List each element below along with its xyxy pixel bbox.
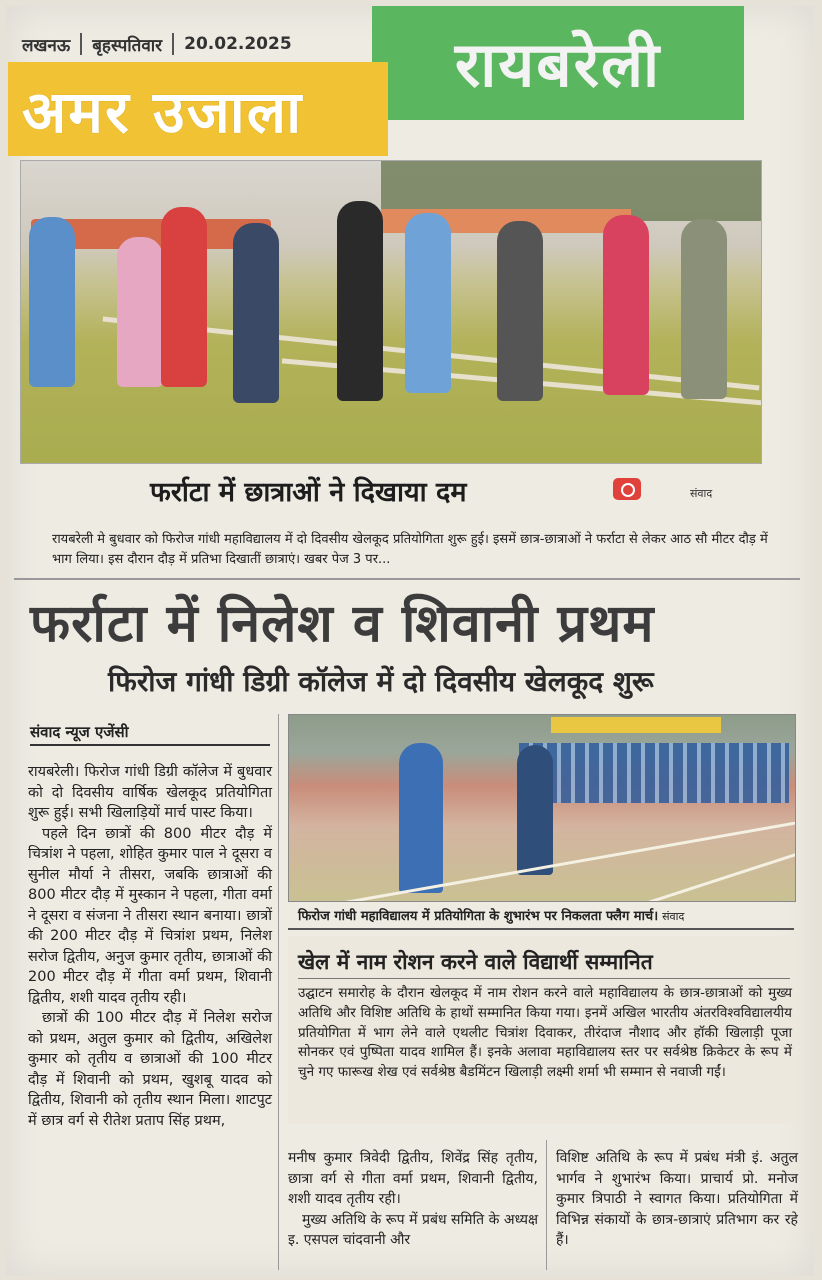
masthead-dateline xyxy=(22,28,292,60)
photo-marcher xyxy=(517,745,553,875)
byline-rule xyxy=(30,744,270,746)
main-headline: फर्राटा में निलेश व शिवानी प्रथम xyxy=(30,594,655,654)
photo-runner xyxy=(681,219,727,399)
photo-runner xyxy=(337,201,383,401)
article-column-2 xyxy=(288,1148,538,1251)
newspaper-logo: अमर उजाला xyxy=(8,62,388,156)
flag-march-credit: संवाद xyxy=(662,910,685,923)
photo-runner xyxy=(405,213,451,393)
article-paragraph: मुख्य अतिथि के रूप में प्रबंध समिति के अध्यक्ष इ. एसपल चांदवानी और xyxy=(288,1211,538,1248)
lead-photo-race xyxy=(20,160,762,464)
article-paragraph: पहले दिन छात्रों की 800 मीटर दौड़ में चित्रांश ने पहला, शोहित कुमार पाल ने दूसरा व सुनील मौर्या ने तीसरा, जबकि छात्राओं की 800 मीटर दौड़ में मुस्कान ने पहला, गीता वर्मा ने दूसरा व संजना ने तीसरा स्थान बनाया। छात्रों की 200 मीटर दौड़ में चित्रांश प्रथम, निलेश सरोज द्वितीय, अनुज कुमार तृतीय, छात्राओं की 200 मीटर दौड़ में गीता वर्मा प्रथम, शिवानी द्वितीय, शशी यादव तृतीय रही। xyxy=(28,825,272,1006)
flag-march-caption-text: फिरोज गांधी महाविद्यालय में प्रतियोगिता के शुभारंभ पर निकलता फ्लैग मार्च। xyxy=(298,909,659,924)
camera-icon xyxy=(613,478,641,500)
flag-march-photo xyxy=(288,714,796,902)
article-paragraph: विशिष्ट अतिथि के रूप में प्रबंध मंत्री इं. अतुल भार्गव ने शुभारंभ किया। प्राचार्य प्रो. मनोज कुमार त्रिपाठी ने स्वागत किया। प्रतियोगिता में विभिन्न संकायों के छात्र-छात्राएं प्रतिभाग कर रहे हैं। xyxy=(556,1150,798,1248)
photo-runner xyxy=(603,215,649,395)
article-column-1 xyxy=(28,762,272,1131)
main-subheadline: फिरोज गांधी डिग्री कॉलेज में दो दिवसीय खेलकूद शुरू xyxy=(108,665,654,698)
column-rule xyxy=(278,714,279,1270)
dateline-separator xyxy=(80,33,82,55)
flag-march-caption xyxy=(298,906,684,924)
dateline-day: बृहस्पतिवार xyxy=(92,35,163,56)
caption-rule xyxy=(288,928,794,930)
boxed-story-body: उद्घाटन समारोह के दौरान खेलकूद में नाम रोशन करने वाले महाविद्यालय के छात्र-छात्राओं को मुख्य अतिथि और विशिष्ट अतिथि के हाथों सम्मानित किया गया। इनमें अखिल भारतीय अंतरविश्वविद्यालयीय प्रतियोगिता में भाग लेने वाले एथलीट चित्रांश दिवाकर, तीरंदाज नौशाद और हॉकी खिलाड़ी पूजा सोनकर एवं पुष्पिता यादव शामिल हैं। इनके अलावा महाविद्यालय स्तर पर सर्वश्रेष्ठ क्रिकेटर के रूप में चुने गए फारूख शेख एवं सर्वश्रेष्ठ बैडमिंटन खिलाड़ी लक्ष्मी शर्मा भी सम्मान से नवाजी गईं। xyxy=(298,985,792,1081)
article-paragraph: रायबरेली। फिरोज गांधी डिग्री कॉलेज में बुधवार को दो दिवसीय वार्षिक खेलकूद प्रतियोगिता शुरू हुई। सभी खिलाड़ियों मार्च पास्ट किया। xyxy=(28,764,272,821)
byline: संवाद न्यूज एजेंसी xyxy=(30,723,129,741)
photo-marchers xyxy=(519,743,789,803)
photo-runner xyxy=(29,217,75,387)
boxed-story-rule xyxy=(298,978,790,979)
photo-runner xyxy=(117,237,163,387)
photo-runner xyxy=(233,223,279,403)
dateline-city: लखनऊ xyxy=(22,35,71,56)
photo-flag-bearer xyxy=(399,743,443,893)
photo-banner xyxy=(551,717,721,733)
lead-photo-headline: फर्राटा में छात्राओं ने दिखाया दम xyxy=(150,477,467,508)
section-divider xyxy=(14,578,800,580)
photo-runner xyxy=(161,207,207,387)
dateline-date: 20.02.2025 xyxy=(184,34,292,54)
lead-photo-credit: संवाद xyxy=(690,487,713,500)
column-rule xyxy=(546,1140,547,1270)
lead-photo-caption: रायबरेली मे बुधवार को फिरोज गांधी महाविद्यालय में दो दिवसीय खेलकूद प्रतियोगिता शुरू हुई। इसमें छात्र-छात्राओं ने फर्राटा से लेकर आठ सौ मीटर दौड़ में भाग लिया। इस दौरान दौड़ में प्रतिभा दिखातीं छात्राएं। खबर पेज 3 पर... xyxy=(52,532,768,567)
edition-banner: रायबरेली xyxy=(372,6,744,120)
boxed-story-headline: खेल में नाम रोशन करने वाले विद्यार्थी सम्मानित xyxy=(298,950,653,974)
article-paragraph: मनीष कुमार त्रिवेदी द्वितीय, शिवेंद्र सिंह तृतीय, छात्रा वर्ग से गीता वर्मा प्रथम, शिवानी द्वितीय, शशी यादव तृतीय रही। xyxy=(288,1150,538,1207)
article-column-3 xyxy=(556,1148,798,1251)
dateline-separator xyxy=(172,33,174,55)
article-paragraph: छात्रों की 100 मीटर दौड़ में निलेश सरोज को प्रथम, अतुल कुमार को द्वितीय, अखिलेश कुमार को तृतीय व छात्राओं की 100 मीटर दौड़ में शिवानी को प्रथम, खुशबू यादव को द्वितीय, शिवानी को तृतीय स्थान मिला। शाटपुट में छात्र वर्ग से रीतेश प्रताप सिंह प्रथम, xyxy=(28,1010,272,1129)
photo-runner xyxy=(497,221,543,401)
